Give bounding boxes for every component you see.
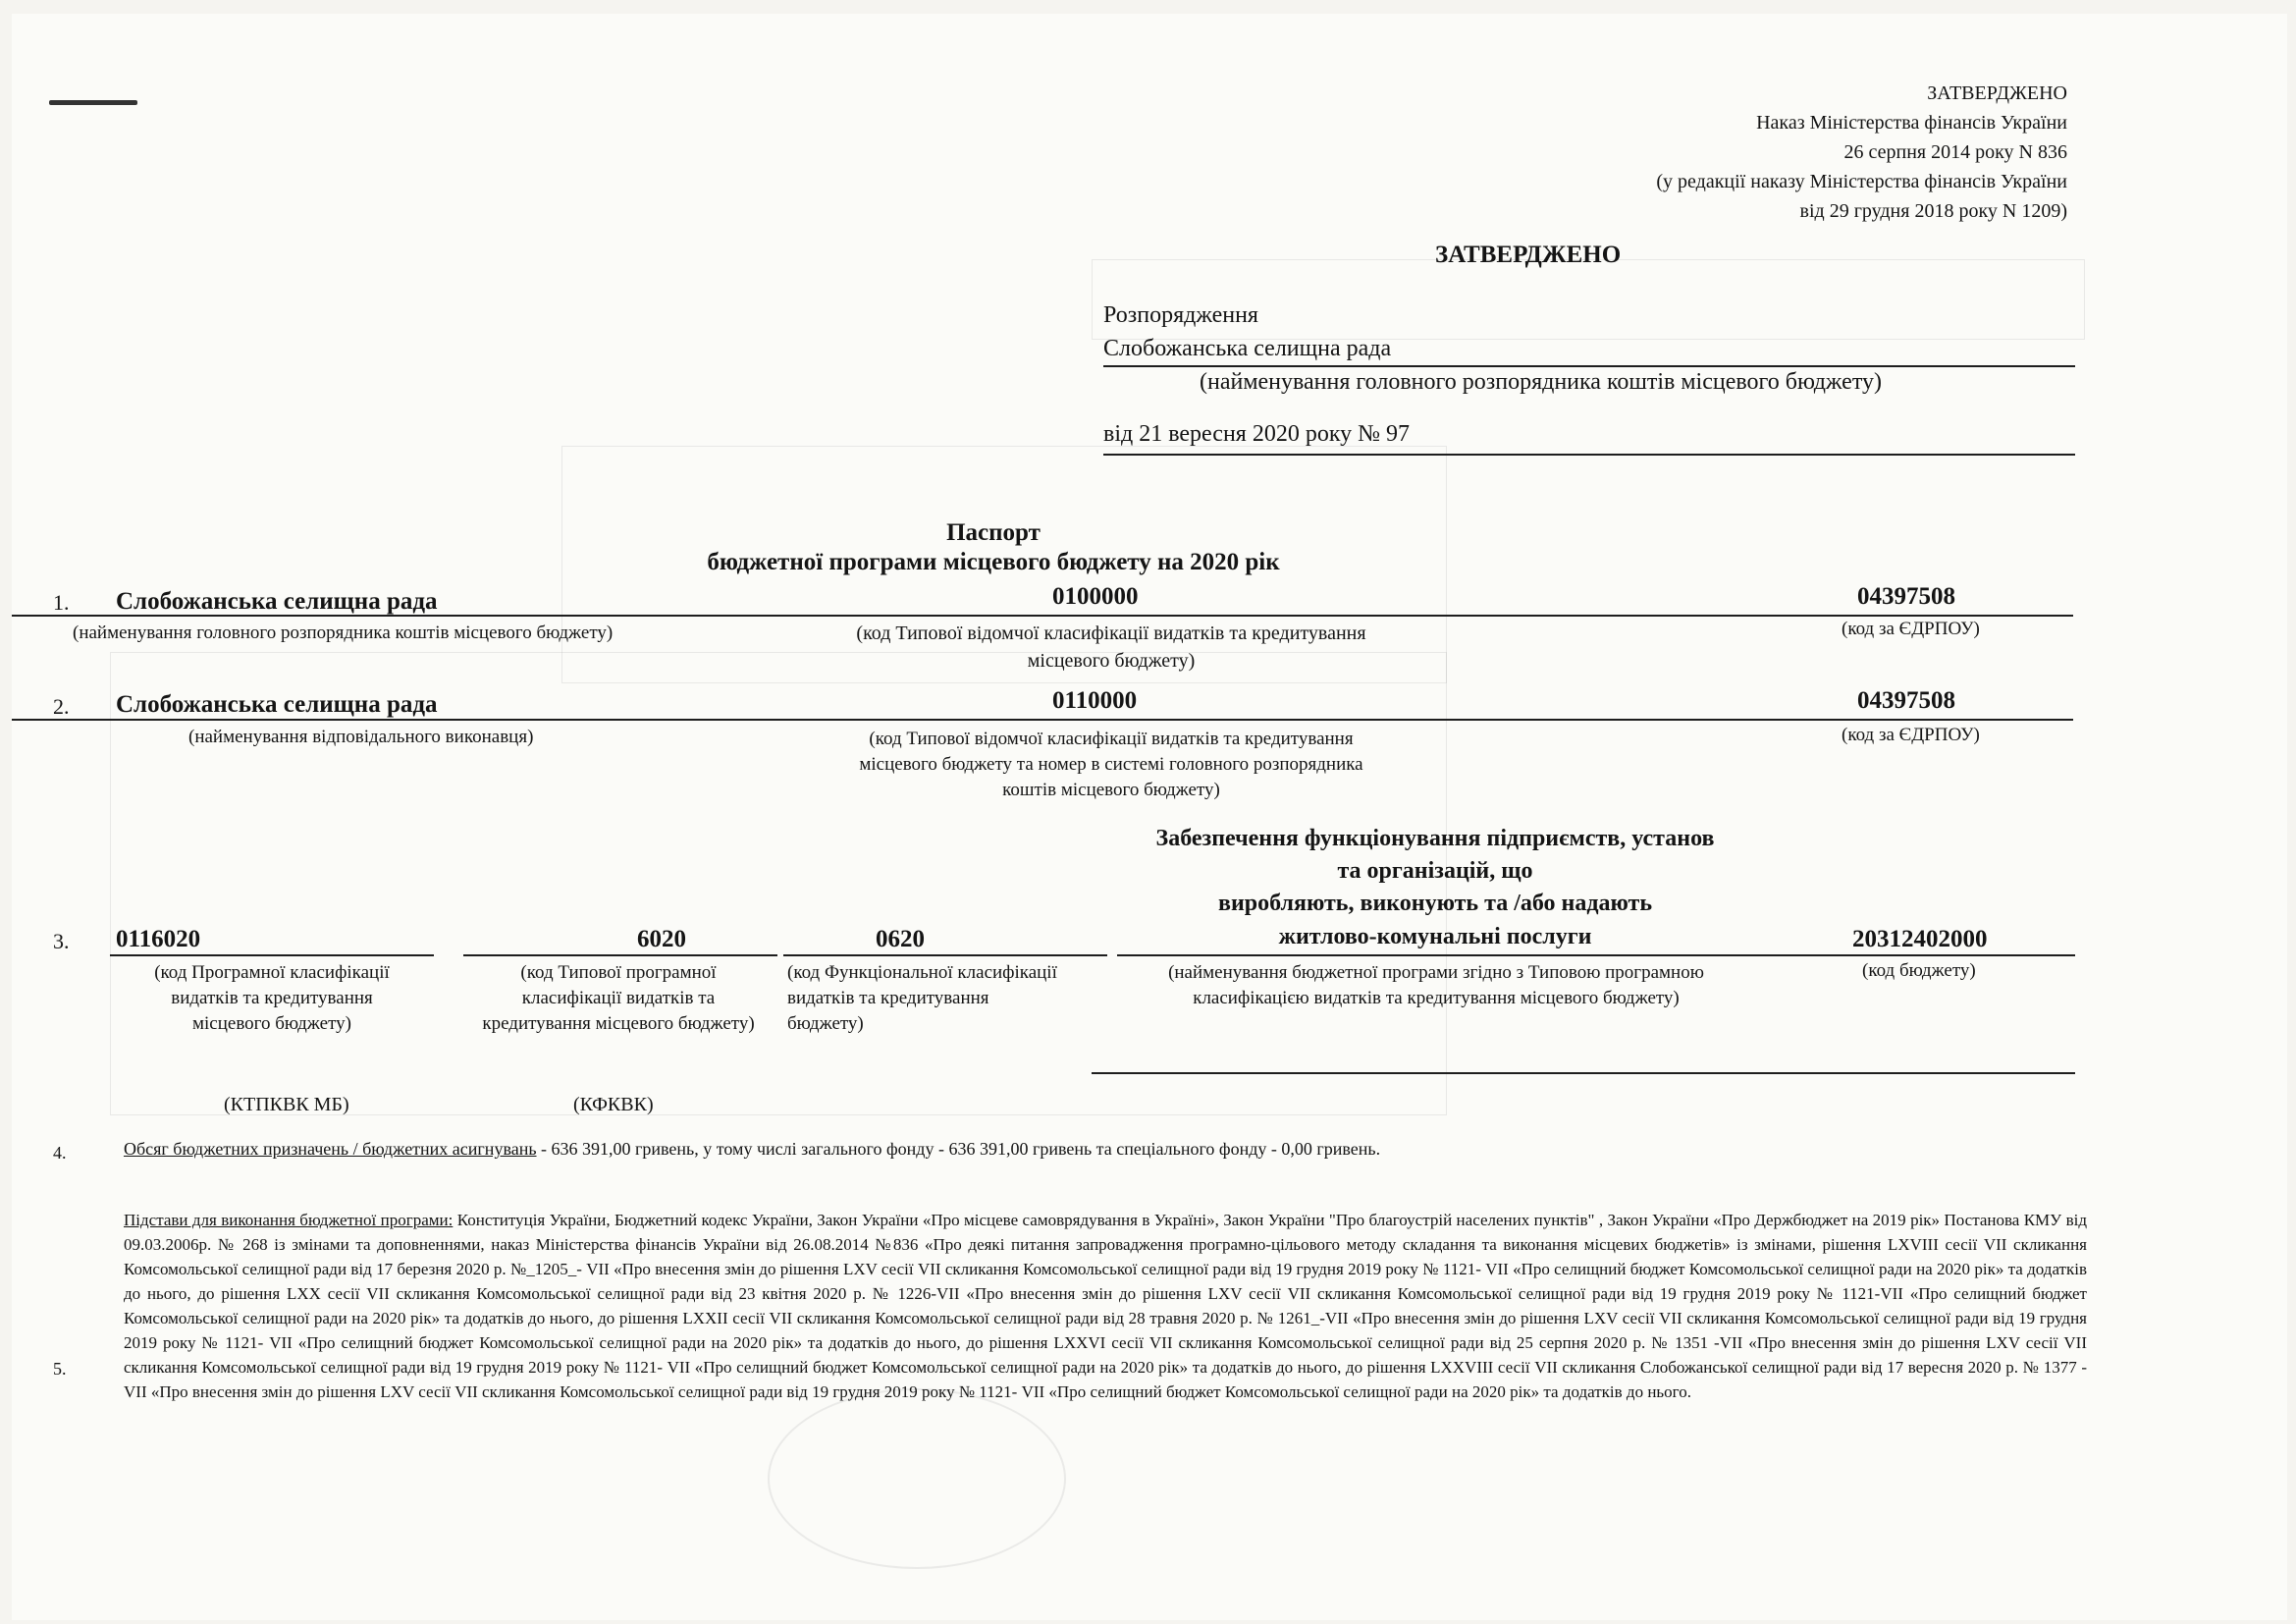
order-org-caption: (найменування головного розпорядника коштів місцевого бюджету) — [1200, 369, 1882, 395]
budget-amount-label: Обсяг бюджетних призначень / бюджетних асигнувань — [124, 1139, 537, 1159]
row-2-caption-code-line-3: коштів місцевого бюджету) — [1002, 780, 1220, 800]
kfkvk-line — [463, 954, 777, 956]
row-1-number: 1. — [53, 590, 70, 615]
order-date-line — [1103, 454, 2075, 456]
approved-title: ЗАТВЕРДЖЕНО — [1435, 242, 1622, 268]
cap-program-line-2: класифікацією видатків та кредитування місцевого бюджету) — [1193, 988, 1680, 1008]
passport-title: Паспорт — [946, 519, 1041, 546]
row-2-caption-edrpou: (код за ЄДРПОУ) — [1842, 725, 1980, 745]
row-3-number: 3. — [53, 929, 70, 953]
budget-amount-text: - 636 391,00 гривень, у тому числі загального фонду - 636 391,00 гривень та спеціального фонду - 0,00 гривень. — [536, 1139, 1381, 1159]
scan-mark — [49, 100, 137, 105]
program-bottom-line — [1092, 1072, 2075, 1074]
program-name-line-1: Забезпечення функціонування підприємств, установ — [1155, 826, 1715, 851]
cap-functional-line-1: (код Функціональної класифікації — [787, 962, 1057, 983]
program-name-line-2: та організацій, що — [1337, 858, 1533, 884]
approval-line-4: (у редакції наказу Міністерства фінансів України — [1656, 171, 2067, 192]
cap-kfkvk-line-3: кредитування місцевого бюджету) — [482, 1013, 755, 1034]
row-2-caption-code-line-2: місцевого бюджету та номер в системі головного розпорядника — [859, 754, 1363, 775]
program-basis-label: Підстави для виконання бюджетної програми: — [124, 1211, 454, 1229]
passport-subtitle: бюджетної програми місцевого бюджету на 2020 рік — [707, 549, 1280, 575]
cap-ktpkvk-line-1: (код Програмної класифікації — [154, 962, 390, 983]
document-page — [12, 14, 2287, 1620]
approval-line-5: від 29 грудня 2018 року N 1209) — [1799, 200, 2067, 222]
program-name-line-4: житлово-комунальні послуги — [1278, 924, 1592, 949]
row-1-caption-name: (найменування головного розпорядника коштів місцевого бюджету) — [73, 623, 614, 643]
approval-line-3: 26 серпня 2014 року N 836 — [1843, 141, 2067, 163]
approval-line-2: Наказ Міністерства фінансів України — [1756, 112, 2067, 134]
row-2-caption-name: (найменування відповідального виконавця) — [188, 727, 534, 747]
cap-kfkvk-line-2: класифікації видатків та — [521, 988, 716, 1008]
order-date: від 21 вересня 2020 року № 97 — [1103, 421, 1411, 447]
kfkvk-code: 6020 — [637, 926, 686, 952]
row-1-edrpou: 04397508 — [1857, 583, 1955, 610]
cap-ktpkvk-line-2: видатків та кредитування — [171, 988, 373, 1008]
order-type: Розпорядження — [1103, 302, 1258, 328]
row-2-caption-code-line-1: (код Типової відомчої класифікації видатків та кредитування — [869, 729, 1354, 749]
cap-budget-code: (код бюджету) — [1862, 960, 1976, 981]
kfkvk-abbreviation: (КФКВК) — [573, 1094, 654, 1115]
ktpkvk-abbreviation: (КТПКВК МБ) — [224, 1094, 349, 1115]
cap-functional-line-3: бюджету) — [787, 1013, 864, 1034]
ktpkvk-line — [110, 954, 434, 956]
row-2-name: Слобожанська селищна рада — [116, 691, 438, 718]
functional-code: 0620 — [876, 926, 925, 952]
row-1-code: 0100000 — [1052, 583, 1139, 610]
row-2-number: 2. — [53, 694, 70, 719]
order-org-line — [1103, 365, 2075, 367]
approval-line-1: ЗАТВЕРДЖЕНО — [1927, 82, 2067, 104]
program-basis-paragraph — [124, 1208, 2087, 1404]
row-1-caption-code-line-2: місцевого бюджету) — [1027, 650, 1196, 672]
row-5-number: 5. — [53, 1359, 67, 1379]
row-2-edrpou: 04397508 — [1857, 687, 1955, 714]
functional-line — [783, 954, 1107, 956]
program-name-line-3: виробляють, виконують та /або надають — [1217, 891, 1653, 916]
cap-ktpkvk-line-3: місцевого бюджету) — [191, 1013, 351, 1034]
row-2-line — [12, 719, 2073, 721]
row-1-caption-code-line-1: (код Типової відомчої класифікації видатків та кредитування — [856, 623, 1366, 644]
program-line — [1117, 954, 2075, 956]
row-1-name: Слобожанська селищна рада — [116, 588, 438, 615]
row-2-code: 0110000 — [1052, 687, 1138, 714]
budget-amount-line — [124, 1139, 1380, 1160]
row-1-caption-edrpou: (код за ЄДРПОУ) — [1842, 619, 1980, 639]
cap-kfkvk-line-1: (код Типової програмної — [520, 962, 717, 983]
ktpkvk-code: 0116020 — [116, 926, 201, 952]
cap-program-line-1: (найменування бюджетної програми згідно з Типовою програмною — [1168, 962, 1704, 983]
row-1-line — [12, 615, 2073, 617]
cap-functional-line-2: видатків та кредитування — [787, 988, 989, 1008]
order-organization: Слобожанська селищна рада — [1103, 336, 1392, 361]
budget-code: 20312402000 — [1852, 926, 1988, 952]
program-basis-text: Конституція України, Бюджетний кодекс України, Закон України «Про місцеве самоврядування в Україні», Закон України "Про благоустрій населених пунктів" , Закон України «Про Держбюджет на 2019 рік» Постанова КМУ від 09.03.2006р. № 268 із змінами та доповненнями, наказ Міністерства фінансів України від 26.08.2014 №836 «Про деякі питання запровадження програмно-цільового методу складання та виконання місцевих бюджетів» із змінами, рішення LXVIII сесії VII скликання Комсомольської селищної ради від 17 березня 2020 р. №_1205_- VII «Про внесення змін до рішення LXV сесії VII скликання Комсомольської селищної ради від 19 грудня 2019 року № 1121- VII «Про селищний бюджет Комсомольської селищної ради на 2020 рік» та додатків до нього, до рішення LXX сесії VII скликання Комсомольської селищної ради від 23 квітня 2020 р. № 1226-VII «Про внесення змін до рішення LXV сесії VII скликання Комсомольської селищної ради від 19 грудня 2019 року № 1121-VII «Про селищний бюджет Комсомольської селищної ради на 2020 рік» та додатків до нього, до рішення LXXII сесії VII скликання Комсомольської селищної ради від 28 травня 2020 р. № 1261_-VII «Про внесення змін до рішення LXV сесії VII скликання Комсомольської селищної ради від 19 грудня 2019 року № 1121- VII «Про селищний бюджет Комсомольської селищної ради на 2020 рік» та додатків до нього, до рішення LXXVI сесії VII скликання Комсомольської селищної ради від 25 серпня 2020 р. № 1351 -VII «Про внесення змін до рішення LXV сесії VII скликання Комсомольської селищної ради від 19 грудня 2019 року № 1121- VII «Про селищний бюджет Комсомольської селищної ради на 2020 рік» та додатків до нього, до рішення LXXVIII сесії VII скликання Слобожанської селищної ради від 17 вересня 2020 р. № 1377 -VII «Про внесення змін до рішення LXV сесії VII скликання Комсомольської селищної ради від 19 грудня 2019 року № 1121- VII «Про селищний бюджет Комсомольської селищної ради на 2020 рік» та додатків до нього. — [124, 1211, 2087, 1401]
row-4-number: 4. — [53, 1143, 67, 1163]
faint-stamp — [768, 1388, 1066, 1569]
